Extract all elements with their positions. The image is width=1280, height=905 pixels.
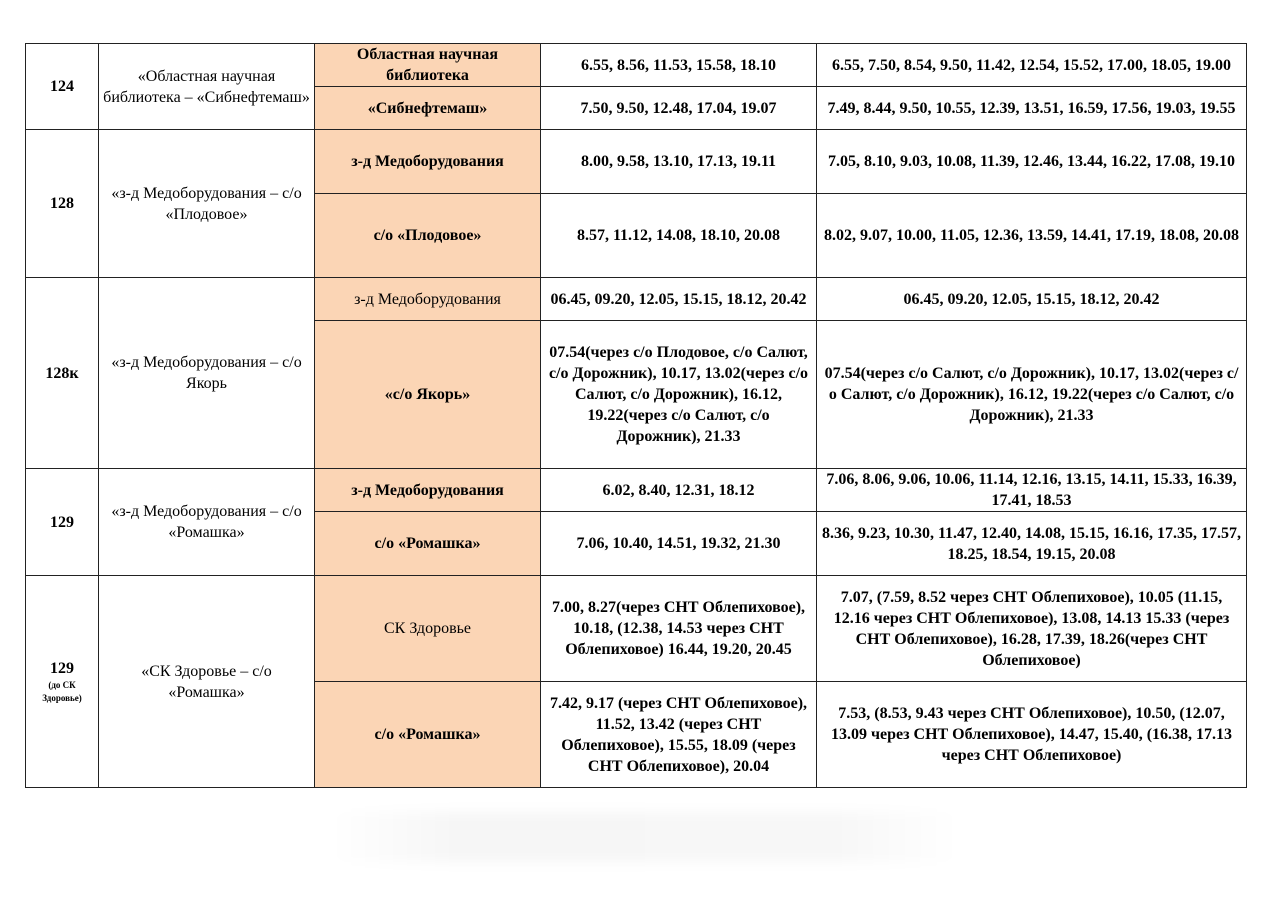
departure-times: 7.06, 8.06, 9.06, 10.06, 11.14, 12.16, 13.15, 14.11, 15.33, 16.39, 17.41, 18.53 — [817, 469, 1247, 512]
departure-times: 6.02, 8.40, 12.31, 18.12 — [541, 469, 817, 512]
departure-times: 7.42, 9.17 (через СНТ Облепиховое), 11.52, 13.42 (через СНТ Облепиховое), 15.55, 18.09 (через СНТ Облепиховое), 20.04 — [541, 682, 817, 788]
stop-name: «Сибнефтемаш» — [315, 87, 541, 130]
route-name: «з-д Медоборудования – с/о «Плодовое» — [99, 130, 315, 278]
route-number-note: (до СК Здоровье) — [42, 680, 82, 703]
table-row — [26, 278, 1247, 321]
departure-times: 06.45, 09.20, 12.05, 15.15, 18.12, 20.42 — [541, 278, 817, 321]
departure-times: 7.00, 8.27(через СНТ Облепиховое), 10.18, (12.38, 14.53 через СНТ Облепиховое) 16.44, 19.20, 20.45 — [541, 576, 817, 682]
table-row — [26, 130, 1247, 194]
departure-times: 06.45, 09.20, 12.05, 15.15, 18.12, 20.42 — [817, 278, 1247, 321]
stop-name: «с/о Якорь» — [315, 321, 541, 469]
route-number: 129 (до СК Здоровье) — [26, 576, 99, 788]
departure-times: 7.49, 8.44, 9.50, 10.55, 12.39, 13.51, 16.59, 17.56, 19.03, 19.55 — [817, 87, 1247, 130]
route-name: «Областная научная библиотека – «Сибнефтемаш» — [99, 44, 315, 130]
route-number: 128к — [26, 278, 99, 469]
route-number: 128 — [26, 130, 99, 278]
faded-watermark — [330, 812, 960, 862]
route-number: 124 — [26, 44, 99, 130]
stop-name: Областная научная библиотека — [315, 44, 541, 87]
departure-times: 7.06, 10.40, 14.51, 19.32, 21.30 — [541, 512, 817, 576]
stop-name: з-д Медоборудования — [315, 278, 541, 321]
stop-name: с/о «Ромашка» — [315, 682, 541, 788]
departure-times: 6.55, 8.56, 11.53, 15.58, 18.10 — [541, 44, 817, 87]
departure-times: 8.36, 9.23, 10.30, 11.47, 12.40, 14.08, 15.15, 16.16, 17.35, 17.57, 18.25, 18.54, 19.15, 20.08 — [817, 512, 1247, 576]
schedule-table — [25, 43, 1247, 788]
route-name: «СК Здоровье – с/о «Ромашка» — [99, 576, 315, 788]
departure-times: 07.54(через с/о Плодовое, с/о Салют, с/о Дорожник), 10.17, 13.02(через с/о Салют, с/о Дорожник), 16.12, 19.22(через с/о Салют, с/о Дорожник), 21.33 — [541, 321, 817, 469]
route-name: «з-д Медоборудования – с/о «Ромашка» — [99, 469, 315, 576]
route-number: 129 — [26, 469, 99, 576]
stop-name: з-д Медоборудования — [315, 469, 541, 512]
stop-name: с/о «Ромашка» — [315, 512, 541, 576]
departure-times: 8.57, 11.12, 14.08, 18.10, 20.08 — [541, 194, 817, 278]
departure-times: 07.54(через с/о Салют, с/о Дорожник), 10.17, 13.02(через с/о Салют, с/о Дорожник), 16.12, 19.22(через с/о Салют, с/о Дорожник), 21.33 — [817, 321, 1247, 469]
table-row — [26, 44, 1247, 87]
stop-name: с/о «Плодовое» — [315, 194, 541, 278]
departure-times: 7.07, (7.59, 8.52 через СНТ Облепиховое), 10.05 (11.15, 12.16 через СНТ Облепиховое), 13.08, 14.13 15.33 (через СНТ Облепиховое), 16.28, 17.39, 18.26(через СНТ Облепиховое) — [817, 576, 1247, 682]
route-name: «з-д Медоборудования – с/о Якорь — [99, 278, 315, 469]
stop-name: з-д Медоборудования — [315, 130, 541, 194]
departure-times: 8.02, 9.07, 10.00, 11.05, 12.36, 13.59, 14.41, 17.19, 18.08, 20.08 — [817, 194, 1247, 278]
table-row — [26, 469, 1247, 512]
departure-times: 7.53, (8.53, 9.43 через СНТ Облепиховое), 10.50, (12.07, 13.09 через СНТ Облепиховое), 14.47, 15.40, (16.38, 17.13 через СНТ Облепиховое) — [817, 682, 1247, 788]
departure-times: 7.50, 9.50, 12.48, 17.04, 19.07 — [541, 87, 817, 130]
table-row — [26, 576, 1247, 682]
stop-name: СК Здоровье — [315, 576, 541, 682]
departure-times: 8.00, 9.58, 13.10, 17.13, 19.11 — [541, 130, 817, 194]
departure-times: 7.05, 8.10, 9.03, 10.08, 11.39, 12.46, 13.44, 16.22, 17.08, 19.10 — [817, 130, 1247, 194]
departure-times: 6.55, 7.50, 8.54, 9.50, 11.42, 12.54, 15.52, 17.00, 18.05, 19.00 — [817, 44, 1247, 87]
